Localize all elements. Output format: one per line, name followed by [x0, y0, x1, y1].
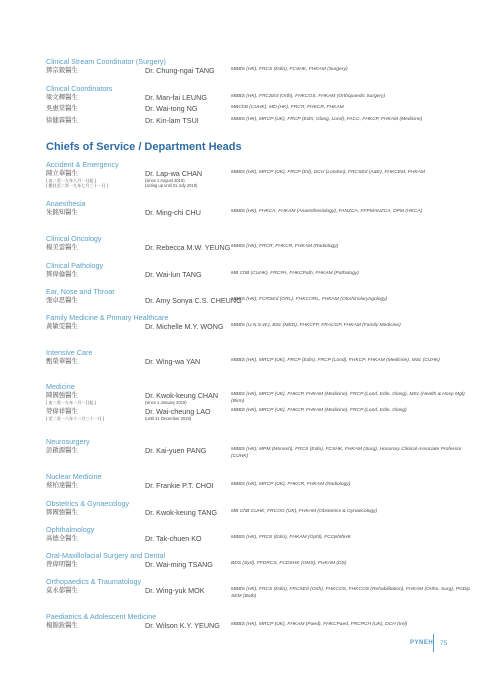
english-name: Dr. Ming-chi CHU	[145, 208, 201, 217]
coordinator-surgery-block	[46, 57, 476, 76]
qualifications: MB ChB (CUHK), FRCPA, FHKCPath, FHKAM (Pathology)	[231, 271, 359, 276]
staff-row	[46, 357, 476, 367]
qualifications: MBBS (HK), FRCR, FHKCR, FHKAM (Radiology)	[231, 244, 339, 249]
english-name: Dr. Kin-lam TSUI	[145, 116, 199, 125]
dept-paediatrics	[46, 612, 476, 631]
chinese-name: 莫永郁醫生	[46, 587, 78, 594]
dept-accident-emergency	[46, 160, 476, 189]
dept-oral-maxillofacial	[46, 551, 476, 570]
english-name: Dr. Wing-yuk MOK	[145, 586, 205, 595]
dept-ophthalmology	[46, 525, 476, 544]
qualifications: MBChB (CUHK), MD (HK), FRCR, FHKCR, FHKAM	[231, 105, 344, 110]
staff-row	[46, 446, 476, 459]
qualifications: MBBS (HK), MRCP (UK), FRCP (Edin), FRCP (Lond), FHKCP, FHKAM (Medicine), MSc (CUHK)	[231, 358, 440, 363]
english-name: Dr. Frankie P.T. CHOI	[145, 481, 214, 490]
chinese-name: 黃敏雯醫生	[46, 323, 78, 330]
dept-nuclear-medicine	[46, 472, 476, 491]
qualifications: MBBS (HK), FCRSEd (ORL), FHKCORL, FHKAM (Otorhinolaryngology)	[231, 297, 388, 302]
chinese-name: 高德全醫生	[46, 535, 78, 542]
english-tenure-note: (until 31 December 2018)	[145, 416, 192, 421]
staff-row	[46, 104, 476, 114]
qualifications: MBBS (HK), MRCP (UK), FHKAM (Paed), FHKCPaed, FRCPCH (UK), DCH (Irel)	[231, 622, 408, 627]
staff-row	[46, 391, 476, 407]
qualifications: MBBS (HK), FRCS (Edin), FRCSEd (Orth), FHKCOS, FHKCOS (Rehabilitation), FHKAM (Ortho. Surg), PGDip SEM (Bath)	[231, 587, 471, 599]
staff-row	[46, 560, 476, 570]
dept-intensive-care	[46, 348, 476, 367]
qualifications: MBBS (HK), MRCP (UK), FRCP (Edin, Glasg, Lond), FACC, FHKCP, FHKAM (Medicine)	[231, 117, 423, 122]
chinese-name: 勞偉祥醫生	[46, 408, 78, 415]
english-tenure-note: (since 1 August 2019)	[145, 178, 185, 183]
english-name: Dr. Kwok-keung CHAN	[145, 391, 219, 400]
english-name: Dr. Wai-lun TANG	[145, 270, 202, 279]
qualifications: MBBS (HK), FRCS (Edin), FHKAM (Ophl), FCOphthHK	[231, 535, 351, 540]
chinese-name: 鄧宗毅醫生	[46, 67, 78, 74]
english-tenure-note: (acting up until 31 July 2019)	[145, 183, 198, 188]
chinese-name: 楊美雲醫生	[46, 244, 78, 251]
chinese-name: 曾偉明醫生	[46, 561, 78, 568]
english-name: Dr. Kwok-keung TANG	[145, 508, 218, 517]
english-name: Dr. Lap-wa CHAN	[145, 169, 203, 178]
chinese-tenure-note: ( 至二零一八年十二月三十一日 )	[46, 416, 105, 421]
chinese-name: 陳立華醫生	[46, 170, 78, 177]
qualifications: BDS (Syd), FFDRCS, FCDSHK (OMS), FHKAM (DS)	[231, 561, 347, 566]
dept-clinical-pathology	[46, 261, 476, 280]
department-heading: Obstetrics & Gynaecology	[46, 499, 130, 508]
chinese-name: 鄧偉倫醫生	[46, 271, 78, 278]
qualifications: MBBS (HK), MPM (Monash), FRCS (Edin), FCSHK, FHKAM (Surg), Honorary Clinical Associate Professor (CUHK)	[231, 447, 462, 459]
department-heading: Ear, Nose and Throat	[46, 287, 115, 296]
staff-row	[46, 322, 476, 332]
staff-row	[46, 116, 476, 126]
chinese-name: 吳惠棠醫生	[46, 105, 78, 112]
staff-row	[46, 270, 476, 280]
section-heading: Clinical Stream Coordinator (Surgery)	[46, 57, 166, 66]
staff-row	[46, 243, 476, 253]
department-heading: Clinical Pathology	[46, 261, 104, 270]
chinese-tenure-note: ( 由二零一九年一月一日起 )	[46, 400, 97, 405]
clinical-coordinators-block	[46, 84, 476, 126]
department-heading: Accident & Emergency	[46, 160, 119, 169]
chinese-name: 鄧國強醫生	[46, 509, 78, 516]
staff-row	[46, 169, 476, 189]
department-heading: Family Medicine & Primary Healthcare	[46, 313, 169, 322]
footer-divider	[433, 634, 434, 652]
qualifications: MBBS (HK), FRCSEd (Orth), FHKCOS, FHKAM (Orthopaedic Surgery)	[231, 94, 386, 99]
chinese-name: 甄榮華醫生	[46, 358, 78, 365]
page-title: Chiefs of Service / Department Heads	[46, 141, 242, 153]
staff-row	[46, 586, 476, 599]
english-name: Dr. Kai-yuen PANG	[145, 446, 207, 455]
qualifications: MBBS (HK), MRCP (UK), FRCP (Ed), DCH (London), FRCSEd (A&E), FHKCEM, FHKAM	[231, 170, 425, 175]
department-heading: Medicine	[46, 382, 75, 391]
department-heading: Ophthalmology	[46, 525, 95, 534]
department-heading: Anaesthesia	[46, 199, 86, 208]
department-heading: Nuclear Medicine	[46, 472, 102, 481]
dept-obstetrics-gynaecology	[46, 499, 476, 518]
staff-row	[46, 66, 476, 76]
department-heading: Clinical Oncology	[46, 234, 102, 243]
english-name: Dr. Wai-tong NG	[145, 104, 198, 113]
department-heading: Neurosurgery	[46, 437, 90, 446]
english-name: Dr. Chung-ngai TANG	[145, 66, 215, 75]
chinese-name: 徐健霖醫生	[46, 117, 78, 124]
staff-row	[46, 621, 476, 631]
dept-orthopaedics	[46, 577, 476, 599]
qualifications: MBBS (HK), MRCP (UK), FHKCR, FHKAM (Radiology)	[231, 482, 351, 487]
chinese-tenure-note: ( 擔任至二零一九年七月三十一日 )	[46, 183, 109, 188]
qualifications: MBBS (HK), MRCP (UK), FHKCP, FHKAM (Medicine), FRCP (Lond, Edin, Glasg), MSc (Health & Hosp Mgt) (Birm)	[231, 392, 465, 404]
qualifications: MBBS (HK), MRCP (UK), FHKCP, FHKAM (Medicine), FRCP (Lond, Edin, Glasg)	[231, 408, 407, 413]
staff-row	[46, 93, 476, 103]
english-name: Dr. Wilson K.Y. YEUNG	[145, 621, 220, 630]
department-heading: Paediatrics & Adolescent Medicine	[46, 612, 157, 621]
chinese-name: 彭啟源醫生	[46, 447, 78, 454]
qualifications: MBBS (U.N.S.W.), BSc (MED), FHKCFP, FRACGP, FHKAM (Family Medicine)	[231, 323, 401, 328]
chinese-name: 陳國強醫生	[46, 392, 78, 399]
english-name: Dr. Rebecca M.W. YEUNG	[145, 243, 231, 252]
chinese-name: 梁文輝醫生	[46, 94, 78, 101]
staff-row	[46, 296, 476, 306]
staff-row	[46, 407, 476, 423]
chinese-name: 楊錦銓醫生	[46, 622, 78, 629]
english-name: Dr. Wai-ming TSANG	[145, 560, 213, 569]
dept-medicine	[46, 382, 476, 423]
chinese-name: 張卓思醫生	[46, 297, 78, 304]
english-name: Dr. Tak-chuen KO	[145, 534, 202, 543]
dept-anaesthesia	[46, 199, 476, 218]
dept-neurosurgery	[46, 437, 476, 459]
dept-clinical-oncology	[46, 234, 476, 253]
english-tenure-note: (since 1 January 2019)	[145, 400, 187, 405]
department-heading: Orthopaedics & Traumatology	[46, 577, 142, 586]
chinese-name: 朱銘知醫生	[46, 209, 78, 216]
english-name: Dr. Wing-wa YAN	[145, 357, 201, 366]
department-heading: Oral-Maxillofacial Surgery and Dental	[46, 551, 166, 560]
staff-row	[46, 534, 476, 544]
chinese-name: 蔡柏達醫生	[46, 482, 78, 489]
qualifications: MBBS (HK), FHKCA, FHKAM (Anaesthesiology), FANZCA, FFPMANZCA, DPM (HKCA)	[231, 209, 423, 214]
english-name: Dr. Man-fai LEUNG	[145, 93, 207, 102]
qualifications: MBBS (HK), FRCS (Edin), FCSHK, FHKAM (Surgery)	[231, 67, 348, 72]
footer-org-label: PYNEH	[410, 640, 434, 646]
qualifications: MB ChB CUHK, FRCOG (UK), FHKAM (Obstetrics & Gynaecology)	[231, 509, 378, 514]
english-name: Dr. Amy Sonya C.S. CHEUNG	[145, 296, 242, 305]
chinese-tenure-note: ( 由二零一九年八月一日起 )	[46, 178, 97, 183]
dept-ent	[46, 287, 476, 306]
english-name: Dr. Michelle M.Y. WONG	[145, 322, 224, 331]
page-number: 75	[440, 640, 448, 647]
english-name: Dr. Wai-cheung LAO	[145, 407, 211, 416]
section-heading: Clinical Coordinators	[46, 84, 113, 93]
department-heading: Intensive Care	[46, 348, 93, 357]
staff-row	[46, 481, 476, 491]
staff-row	[46, 508, 476, 518]
staff-row	[46, 208, 476, 218]
dept-family-medicine	[46, 313, 476, 332]
